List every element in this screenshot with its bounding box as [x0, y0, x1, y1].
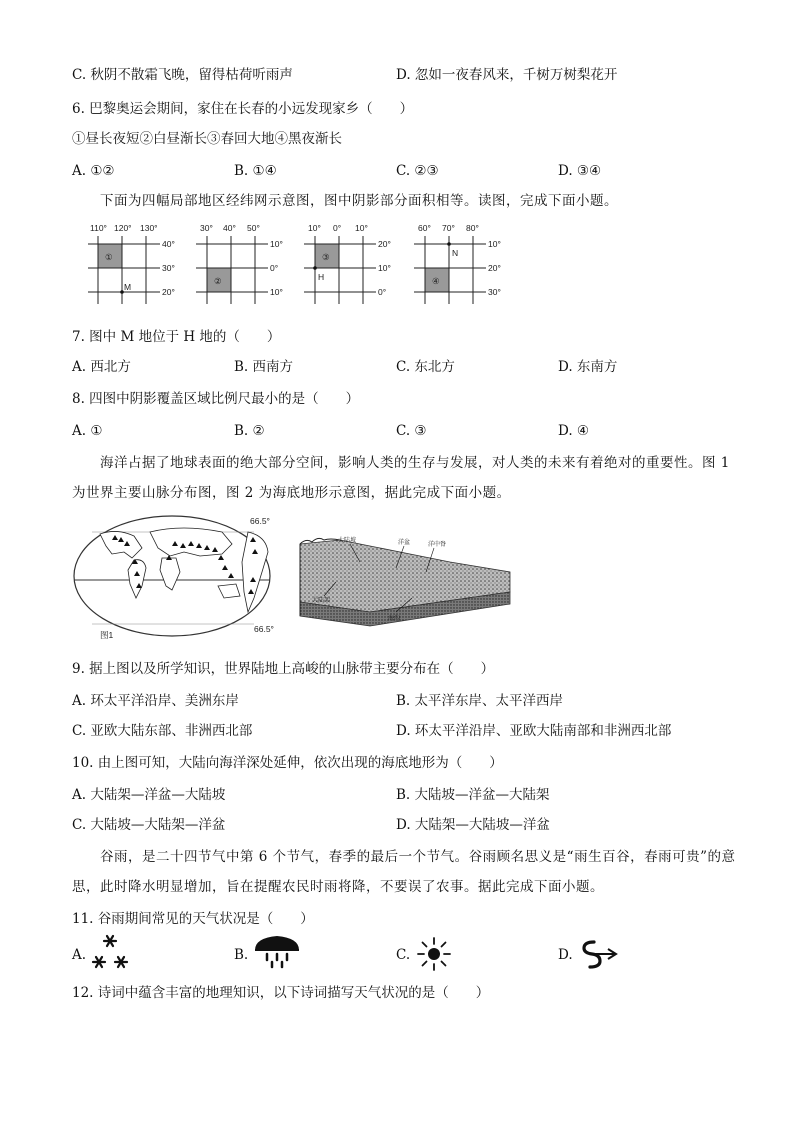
- grid1-right-3: 20°: [162, 287, 175, 297]
- q10-option-a: A. 大陆架—洋盆—大陆坡: [72, 787, 226, 803]
- q7-option-b: B. 西南方: [234, 359, 294, 375]
- world-mountains-map: [72, 512, 292, 642]
- q8-option-a: A. ①: [72, 423, 103, 439]
- grid2-top-3: 50°: [247, 223, 260, 233]
- grid3-right-2: 10°: [378, 263, 391, 273]
- fig2-label-slope: 大陆坡: [338, 538, 357, 544]
- grid2-right-3: 10°: [270, 287, 283, 297]
- grid2-right-1: 10°: [270, 239, 283, 249]
- grid4-top-2: 70°: [442, 223, 455, 233]
- q8-option-d: D. ④: [558, 423, 590, 439]
- q5-option-c: C. 秋阴不散霜飞晚，留得枯荷听雨声: [72, 67, 293, 83]
- grid3-top-2: 0°: [333, 223, 342, 233]
- lat-long-grids-figure: [82, 220, 522, 310]
- grid2-shade-label: ②: [214, 276, 222, 286]
- grid4-top-1: 60°: [418, 223, 431, 233]
- q8-option-b: B. ②: [234, 423, 265, 439]
- grid1-right-1: 40°: [162, 239, 175, 249]
- q11-stem: 11. 谷雨期间常见的天气状况是（ ）: [72, 911, 314, 927]
- grid4-right-2: 20°: [488, 263, 501, 273]
- grid-map-2: [196, 223, 283, 304]
- intro-grid-maps: 下面为四幅局部地区经纬网示意图，图中阴影部分面积相等。读图，完成下面小题。: [100, 193, 618, 209]
- q5-option-d: D. 忽如一夜春风来，千树万树梨花开: [396, 67, 618, 83]
- intro-ocean-line1: 海洋占据了地球表面的绝大部分空间，影响人类的生存与发展，对人类的未来有着绝对的重要性。图 1: [100, 455, 730, 471]
- q12-stem: 12. 诗词中蕴含丰富的地理知识，以下诗词描写天气状况的是（ ）: [72, 985, 490, 1001]
- grid1-point-label: M: [124, 282, 132, 292]
- rain-icon: [252, 932, 302, 970]
- q6-items: ①昼长夜短②白昼渐长③春回大地④黑夜渐长: [72, 131, 342, 147]
- q10-option-c: C. 大陆坡—大陆架—洋盆: [72, 817, 226, 833]
- grid3-point: [313, 266, 317, 270]
- grid4-right-3: 30°: [488, 287, 501, 297]
- fig1-lat-bottom: 66.5°: [254, 624, 274, 634]
- q11-option-c-label: C.: [396, 947, 411, 963]
- grid-map-3: [304, 223, 391, 304]
- grid4-point-label: N: [452, 248, 459, 258]
- grid1-top-3: 130°: [140, 223, 158, 233]
- grid4-point: [447, 242, 451, 246]
- grid3-top-1: 10°: [308, 223, 321, 233]
- grid3-point-label: H: [318, 272, 325, 282]
- q11-option-d-label: D.: [558, 947, 573, 963]
- q11-option-b-label: B.: [234, 947, 249, 963]
- intro-guyu-line2: 思，此时降水明显增加，旨在提醒农民时雨将降，不要误了农事。据此完成下面小题。: [72, 879, 604, 895]
- q6-stem: 6. 巴黎奥运会期间，家住在长春的小远发现家乡（ ）: [72, 101, 414, 117]
- grid-map-4: [414, 223, 501, 304]
- q9-option-a: A. 环太平洋沿岸、美洲东岸: [72, 693, 239, 709]
- fig1-lat-top: 66.5°: [250, 516, 270, 526]
- grid1-shade-label: ①: [105, 252, 113, 262]
- fig2-label-basin: 洋盆: [398, 540, 411, 546]
- q9-option-b: B. 太平洋东岸、太平洋西岸: [396, 693, 564, 709]
- grid-map-1: [88, 223, 175, 304]
- snow-icon: [90, 932, 130, 972]
- grid3-right-1: 20°: [378, 239, 391, 249]
- q7-option-a: A. 西北方: [72, 359, 131, 375]
- fig1-caption: 图1: [100, 630, 114, 640]
- fig2-label-trench: 海沟: [388, 616, 401, 622]
- sunny-icon: [416, 936, 452, 972]
- q9-option-d: D. 环太平洋沿岸、亚欧大陆南部和非洲西北部: [396, 723, 672, 739]
- q6-option-d: D. ③④: [558, 163, 602, 179]
- grid3-right-3: 0°: [378, 287, 387, 297]
- fig2-label-ridge: 洋中脊: [428, 542, 447, 548]
- q11-option-a-label: A.: [72, 947, 87, 963]
- grid3-shade-label: ③: [322, 252, 330, 262]
- q8-stem: 8. 四图中阴影覆盖区域比例尺最小的是（ ）: [72, 391, 360, 407]
- q10-stem: 10. 由上图可知，大陆向海洋深处延伸，依次出现的海底地形为（ ）: [72, 755, 503, 771]
- grid4-right-1: 10°: [488, 239, 501, 249]
- q7-stem: 7. 图中 M 地位于 H 地的（ ）: [72, 329, 281, 345]
- q6-option-b: B. ①④: [234, 163, 277, 179]
- grid2-top-1: 30°: [200, 223, 213, 233]
- q6-option-c: C. ②③: [396, 163, 439, 179]
- grid1-top-1: 110°: [90, 223, 107, 233]
- grid2-top-2: 40°: [223, 223, 236, 233]
- q9-option-c: C. 亚欧大陆东部、非洲西北部: [72, 723, 253, 739]
- intro-ocean-line2: 为世界主要山脉分布图，图 2 为海底地形示意图，据此完成下面小题。: [72, 485, 511, 501]
- q7-option-d: D. 东南方: [558, 359, 618, 375]
- fig2-label-shelf: 大陆架: [312, 598, 331, 604]
- grid4-top-3: 80°: [466, 223, 479, 233]
- grid1-top-2: 120°: [114, 223, 132, 233]
- wind-icon: [578, 936, 620, 972]
- q10-option-d: D. 大陆架—大陆坡—洋盆: [396, 817, 550, 833]
- grid1-right-2: 30°: [162, 263, 175, 273]
- grid3-top-3: 10°: [355, 223, 368, 233]
- q8-option-c: C. ③: [396, 423, 427, 439]
- q6-option-a: A. ①②: [72, 163, 115, 179]
- q7-option-c: C. 东北方: [396, 359, 455, 375]
- grid2-right-2: 0°: [270, 263, 279, 273]
- intro-guyu-line1: 谷雨，是二十四节气中第 6 个节气，春季的最后一个节气。谷雨顾名思义是“雨生百谷，春雨可贵”的意: [100, 849, 736, 865]
- q9-stem: 9. 据上图以及所学知识，世界陆地上高峻的山脉带主要分布在（ ）: [72, 661, 495, 677]
- seafloor-terrain-diagram: [300, 532, 520, 632]
- q10-option-b: B. 大陆坡—洋盆—大陆架: [396, 787, 550, 803]
- grid4-shade-label: ④: [432, 276, 440, 286]
